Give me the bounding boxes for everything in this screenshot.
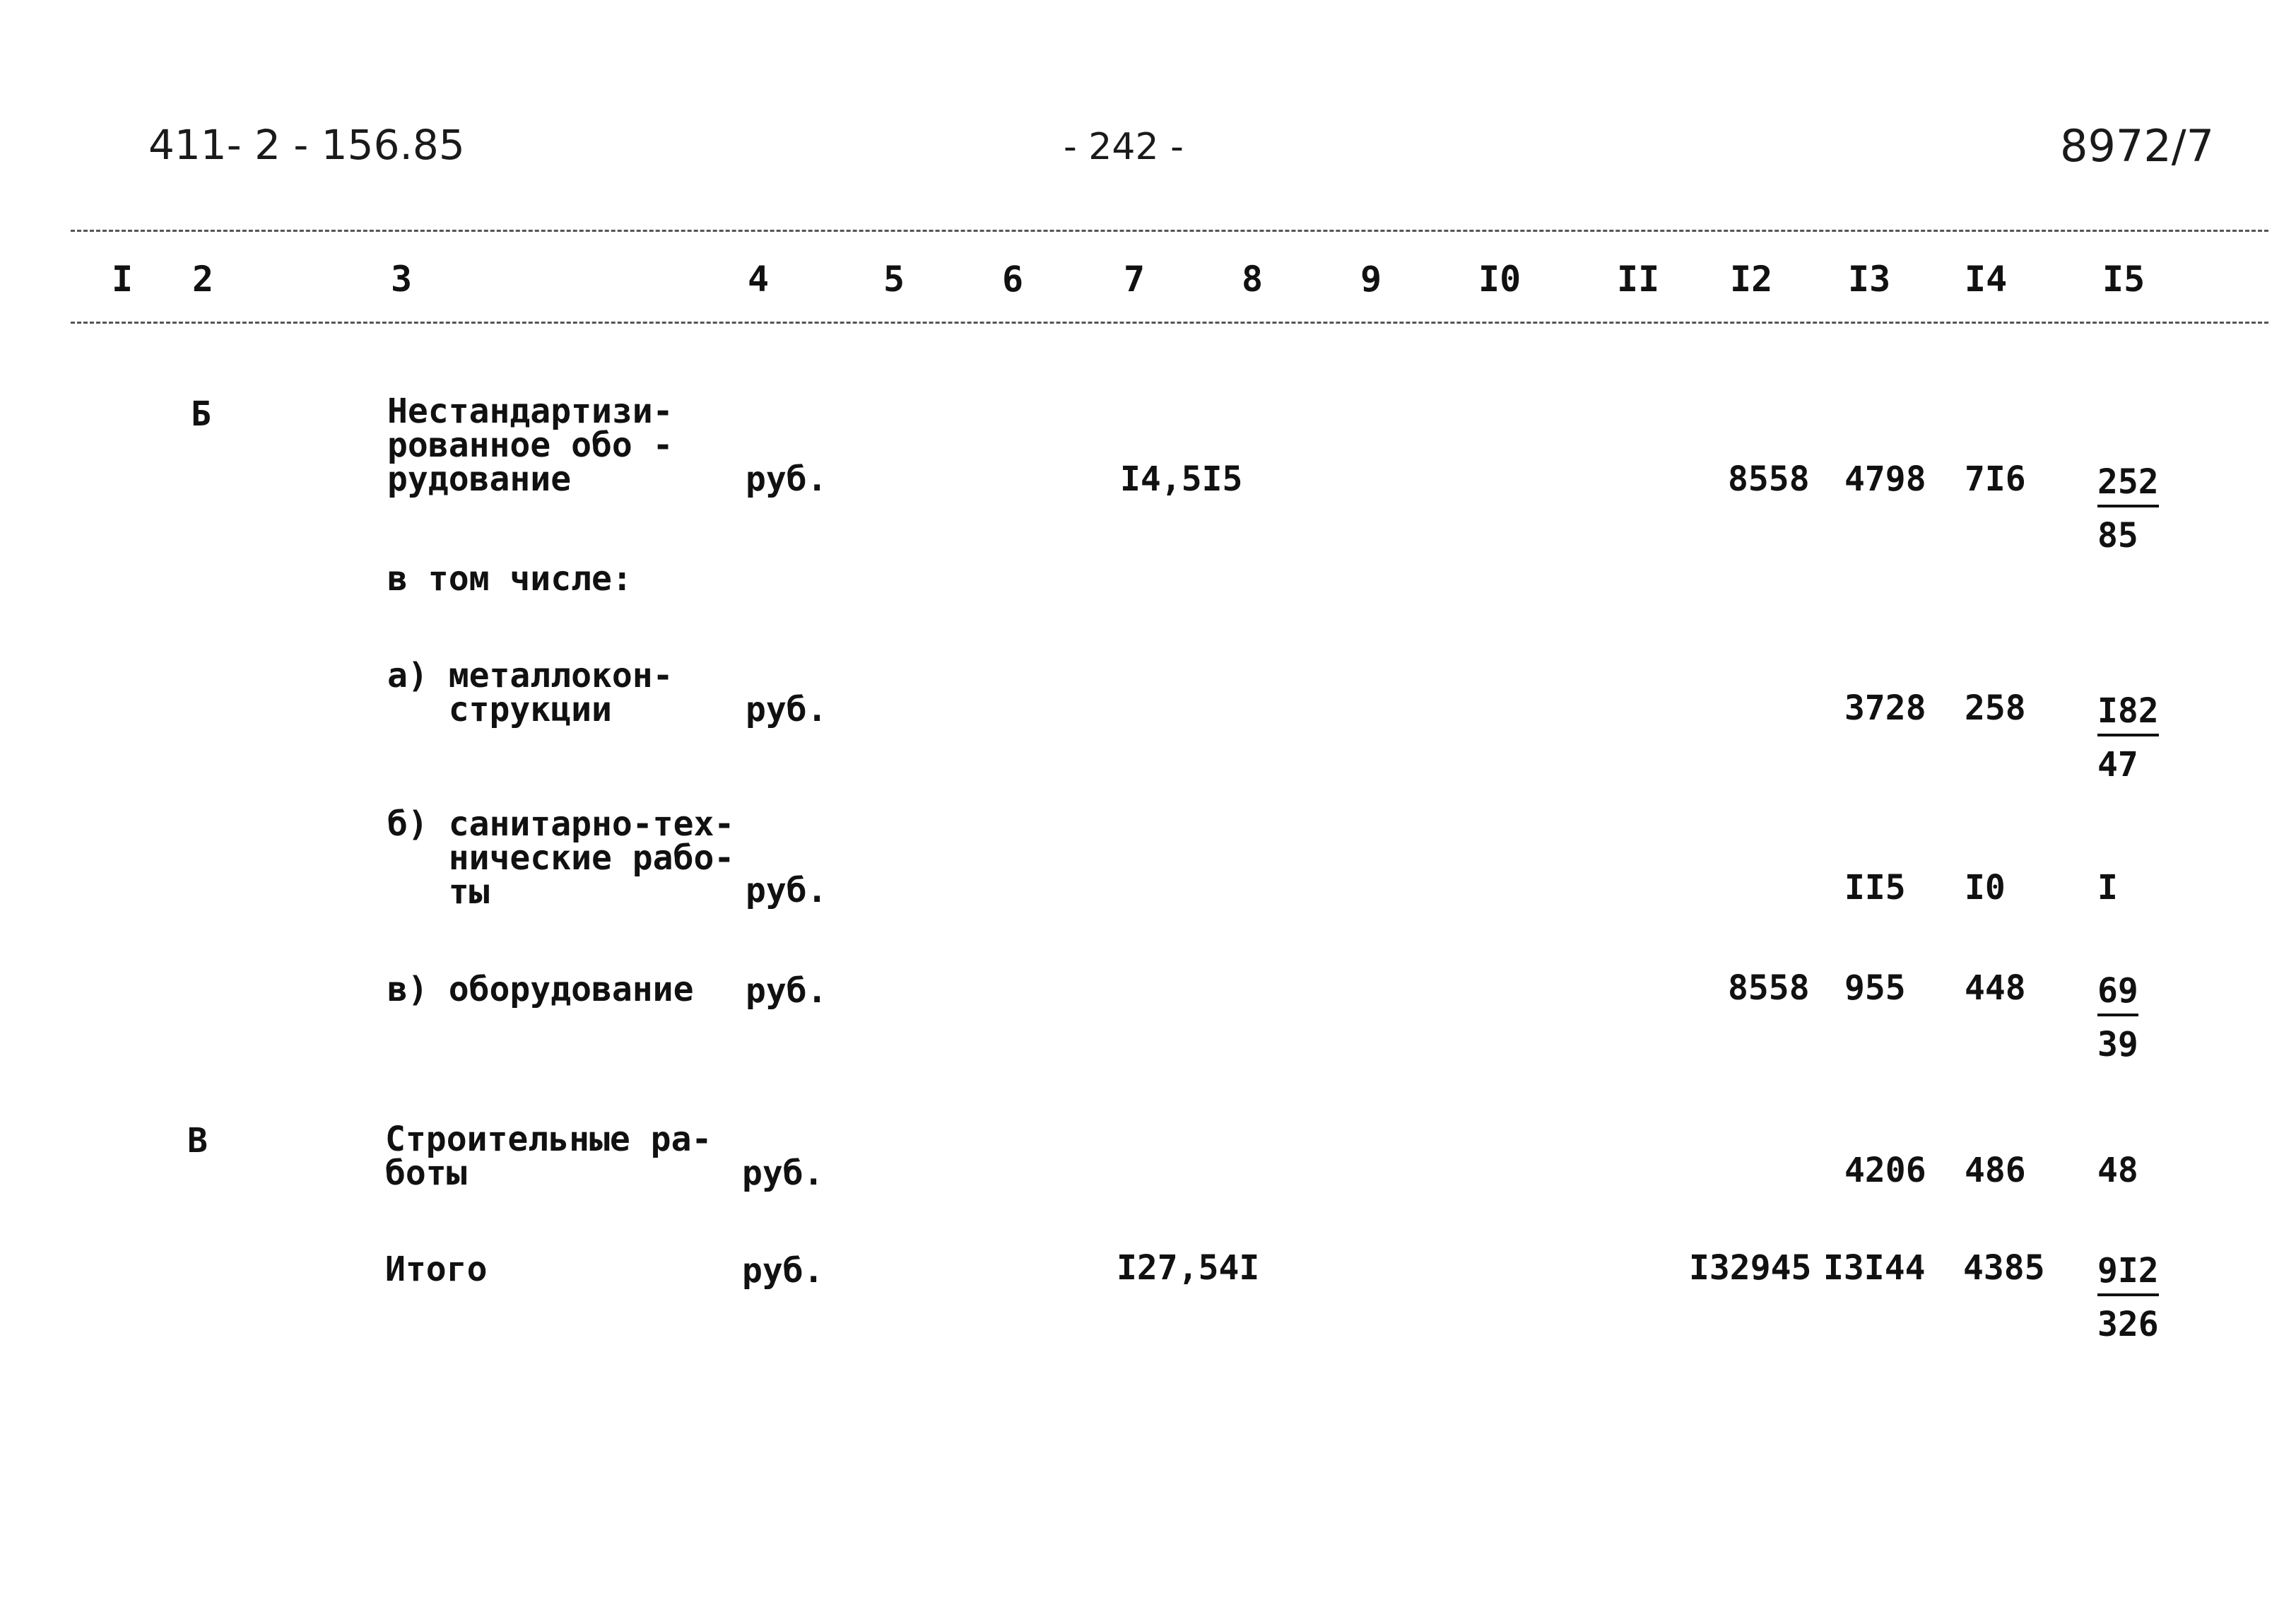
value-col14: 448 <box>1965 968 2026 1008</box>
fraction-numerator: 252 <box>2097 462 2159 507</box>
value-col13: 955 <box>1844 968 1906 1008</box>
unit-cell: руб. <box>746 459 828 499</box>
section-label: В <box>187 1121 208 1161</box>
fraction-numerator: 9I2 <box>2097 1251 2159 1296</box>
value-col15: 48 <box>2097 1151 2138 1190</box>
fraction-denominator: 39 <box>2097 1025 2138 1064</box>
value-col7-8: I27,54I <box>1117 1248 1260 1288</box>
column-header: I4 <box>1965 259 2008 300</box>
column-header: I <box>112 259 134 300</box>
value-col13: II5 <box>1844 868 1906 908</box>
column-header: I5 <box>2102 259 2145 300</box>
item-name: а) металлокон- струкции <box>387 656 673 729</box>
sheet-reference: 8972/7 <box>2060 120 2215 172</box>
fraction-denominator: 85 <box>2097 516 2138 556</box>
value-col13: 3728 <box>1844 688 1926 728</box>
column-header: I3 <box>1848 259 1891 300</box>
value-col14: I0 <box>1965 868 2006 908</box>
page-number: - 242 - <box>1064 126 1184 168</box>
value-col15-fraction <box>2097 691 2159 785</box>
column-header: 9 <box>1360 259 1382 300</box>
fraction-denominator: 326 <box>2097 1305 2159 1344</box>
value-col14: 258 <box>1965 688 2026 728</box>
column-header: 5 <box>883 259 905 300</box>
value-col12: 8558 <box>1728 459 1810 499</box>
value-col7-8: I4,5I5 <box>1120 459 1243 499</box>
unit-cell: руб. <box>742 1251 824 1291</box>
subitems-note: в том числе: <box>387 559 632 599</box>
item-name: Нестандартизи- рованное обо - рудование <box>387 392 673 499</box>
column-header: II <box>1617 259 1660 300</box>
column-header: I0 <box>1478 259 1521 300</box>
value-col12: 8558 <box>1728 968 1810 1008</box>
value-col14: 486 <box>1965 1151 2026 1190</box>
unit-cell: руб. <box>746 971 828 1011</box>
value-col13: 4206 <box>1844 1151 1926 1190</box>
unit-cell: руб. <box>742 1153 824 1193</box>
fraction-denominator: 47 <box>2097 745 2138 785</box>
value-col12: I32945 <box>1689 1248 1812 1288</box>
value-col15-fraction <box>2097 1251 2159 1344</box>
column-header: I2 <box>1730 259 1773 300</box>
fraction-numerator: I82 <box>2097 691 2159 736</box>
column-header: 3 <box>391 259 413 300</box>
value-col15-fraction <box>2097 462 2159 556</box>
unit-cell: руб. <box>746 871 828 910</box>
column-header: 8 <box>1242 259 1264 300</box>
value-col13: I3I44 <box>1823 1248 1926 1288</box>
fraction-numerator: 69 <box>2097 971 2138 1016</box>
item-name: в) оборудование <box>387 970 694 1009</box>
value-col14: 7I6 <box>1965 459 2026 499</box>
section-label: Б <box>191 394 211 434</box>
value-col14: 4385 <box>1963 1248 2045 1288</box>
value-col15-fraction <box>2097 971 2138 1064</box>
total-label: Итого <box>385 1250 488 1289</box>
item-name: Строительные ра- боты <box>385 1120 712 1193</box>
column-header: 2 <box>192 259 214 300</box>
column-header: 7 <box>1124 259 1146 300</box>
column-header: 4 <box>748 259 770 300</box>
header-top-rule <box>71 230 2268 232</box>
column-header: 6 <box>1002 259 1024 300</box>
value-col13: 4798 <box>1844 459 1926 499</box>
document-code: 411- 2 - 156.85 <box>148 121 465 169</box>
item-name: б) санитарно-тех- нические рабо- ты <box>387 804 735 912</box>
value-col15: I <box>2097 868 2118 908</box>
header-bottom-rule <box>71 322 2268 324</box>
unit-cell: руб. <box>746 690 828 729</box>
